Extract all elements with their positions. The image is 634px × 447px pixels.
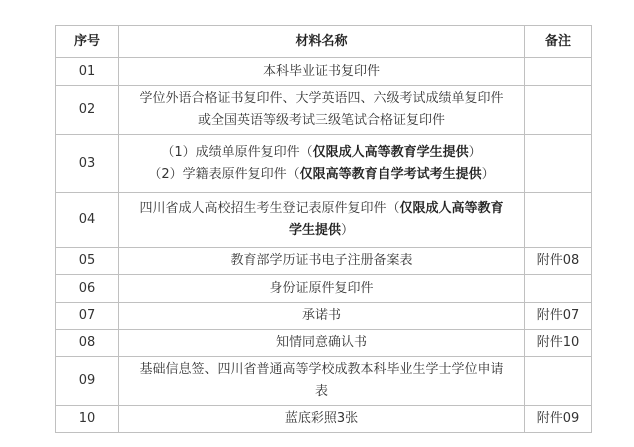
table-row: [56, 135, 592, 193]
row-material-name: 承诺书: [119, 303, 525, 330]
row-material-name: [119, 135, 525, 193]
row-seq: 01: [56, 58, 119, 86]
table-header-row: [56, 26, 592, 58]
row-seq: 04: [56, 193, 119, 248]
material-name-line: 学位外语合格证书复印件、大学英语四、六级考试成绩单复印件: [139, 91, 504, 106]
material-text: ）: [468, 144, 482, 160]
material-restriction: 仅限高等教育自学考试考生提供: [299, 166, 482, 182]
row-note: [525, 193, 592, 248]
material-name-line: [125, 142, 518, 164]
material-name-line: [125, 164, 518, 186]
material-name-line: [125, 220, 518, 242]
row-note: [525, 275, 592, 303]
table-row: [56, 406, 592, 433]
table-row: [56, 275, 592, 303]
material-text: （2）学籍表原件复印件（: [148, 166, 300, 182]
row-material-name: 教育部学历证书电子注册备案表: [119, 248, 525, 275]
row-note: [525, 86, 592, 135]
header-seq: 序号: [56, 26, 119, 58]
row-material-name: [119, 357, 525, 406]
material-restriction: 学生提供: [288, 223, 341, 238]
row-note: 附件10: [525, 330, 592, 357]
header-material-name: 材料名称: [119, 26, 525, 58]
material-name-line: 基础信息签、四川省普通高等学校成教本科毕业生学士学位申请: [139, 362, 504, 377]
row-note: [525, 135, 592, 193]
table-row: [56, 330, 592, 357]
table-row: [56, 248, 592, 275]
row-material-name: 知情同意确认书: [119, 330, 525, 357]
material-name-line: 或全国英语等级考试三级笔试合格证复印件: [197, 113, 445, 128]
materials-table: [55, 25, 592, 433]
row-note: 附件09: [525, 406, 592, 433]
material-restriction: 仅限成人高等教育: [399, 201, 504, 216]
row-seq: 07: [56, 303, 119, 330]
row-material-name: 身份证原件复印件: [119, 275, 525, 303]
row-seq: 06: [56, 275, 119, 303]
material-name-line: [125, 198, 518, 220]
row-seq: 05: [56, 248, 119, 275]
material-text: （1）成绩单原件复印件（: [161, 144, 313, 160]
row-material-name: 本科毕业证书复印件: [119, 58, 525, 86]
row-material-name: [119, 86, 525, 135]
row-note: 附件07: [525, 303, 592, 330]
table-row: [56, 357, 592, 406]
row-note: [525, 58, 592, 86]
material-text: 四川省成人高校招生考生登记表原件复印件（: [139, 201, 400, 216]
table-row: [56, 86, 592, 135]
row-seq: 09: [56, 357, 119, 406]
row-seq: 08: [56, 330, 119, 357]
row-material-name: [119, 193, 525, 248]
header-note: 备注: [525, 26, 592, 58]
material-text: ）: [481, 166, 495, 182]
table-row: [56, 193, 592, 248]
row-note: 附件08: [525, 248, 592, 275]
material-text: ）: [341, 223, 355, 238]
row-material-name: 蓝底彩照3张: [119, 406, 525, 433]
row-seq: 03: [56, 135, 119, 193]
table-row: [56, 303, 592, 330]
material-restriction: 仅限成人高等教育学生提供: [312, 144, 469, 160]
row-seq: 02: [56, 86, 119, 135]
row-seq: 10: [56, 406, 119, 433]
material-name-line: 表: [314, 384, 328, 399]
row-note: [525, 357, 592, 406]
table-row: [56, 58, 592, 86]
